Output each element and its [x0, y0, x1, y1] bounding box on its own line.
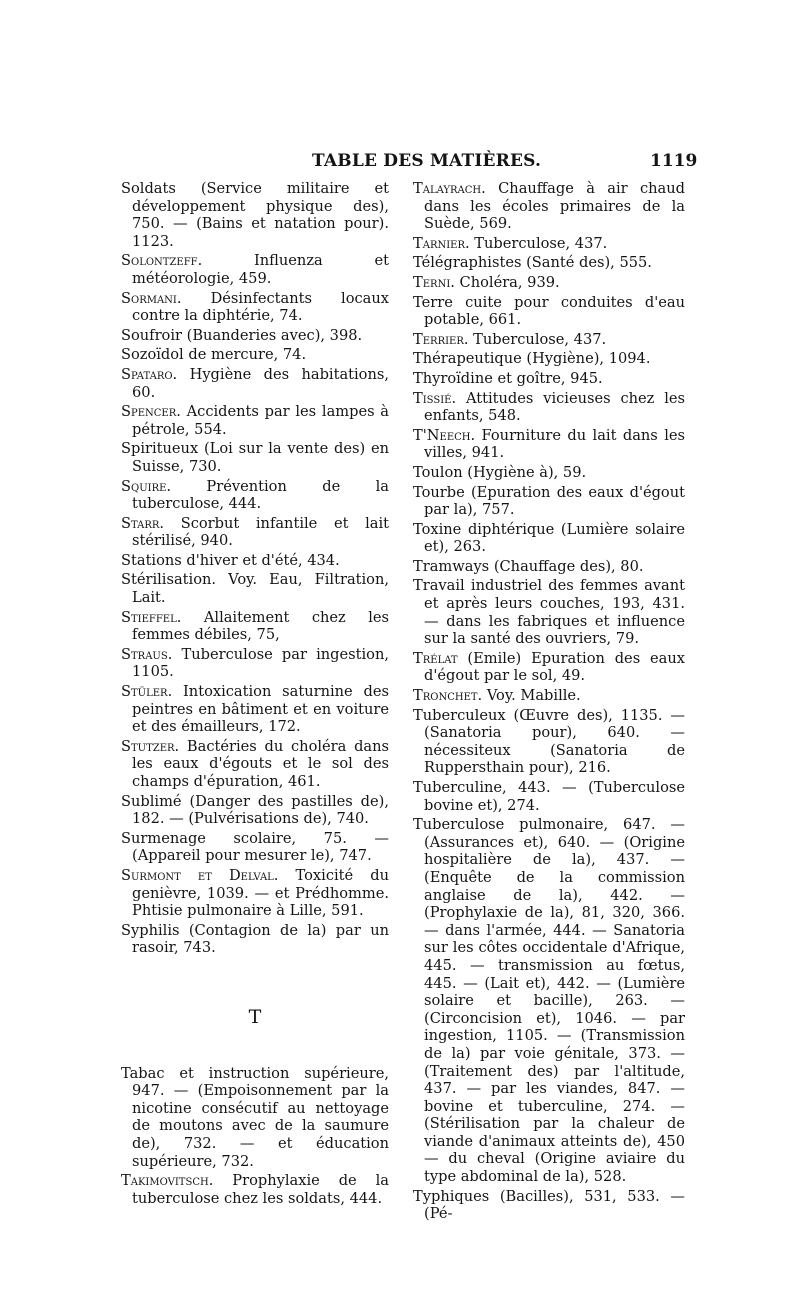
- entry-text: Stations d'hiver et d'été, 434.: [121, 551, 340, 569]
- index-entry: [121, 180, 389, 250]
- entry-text: Spiritueux (Loi sur la vente des) en Suisse, 730.: [121, 440, 389, 475]
- entry-text: Scorbut infantile et lait stérilisé, 940.: [132, 514, 389, 550]
- entry-text: (Emile) Epuration des eaux d'égout par le sol, 49.: [424, 649, 685, 685]
- entry-text: Toxine diphtérique (Lumière solaire et), 263.: [413, 520, 685, 556]
- entry-author: Stieffel.: [121, 608, 182, 626]
- entry-author: Tarnier.: [413, 234, 470, 252]
- entry-author: Terni.: [413, 273, 455, 291]
- index-entry: [121, 1172, 389, 1207]
- index-entry: [121, 440, 389, 475]
- entry-text: Toxicité du genièvre, 1039. — et Prédhomme. Phtisie pulmonaire à Lille, 591.: [132, 866, 389, 920]
- index-entry: [121, 867, 389, 920]
- index-entry: [121, 403, 389, 438]
- index-entry: [413, 294, 685, 329]
- index-entry: [413, 577, 685, 647]
- entry-text: Syphilis (Contagion de la) par un rasoir, 743.: [121, 921, 389, 957]
- index-entry: [413, 1188, 685, 1223]
- index-entry: [121, 327, 389, 345]
- entry-text: Tuberculeux (Œuvre des), 1135. — (Sanatoria pour), 640. — nécessiteux (Sanatoria de Ruppersthain pour), 216.: [413, 706, 685, 777]
- entry-text: Voy. Mabille.: [482, 687, 581, 705]
- entry-text: Influenza et météorologie, 459.: [132, 252, 389, 287]
- index-entry: [121, 609, 389, 644]
- entry-text: Toulon (Hygiène à), 59.: [413, 463, 587, 481]
- right-entries: [413, 180, 685, 1223]
- entry-text: Fourniture du lait dans les villes, 941.: [424, 426, 685, 462]
- entry-text: Stérilisation. Voy. Eau, Filtration, Lait.: [121, 571, 389, 607]
- index-entry: [121, 830, 389, 865]
- entry-author: Straus.: [121, 645, 173, 663]
- index-entry: [121, 366, 389, 401]
- entry-author: Starr.: [121, 514, 165, 532]
- entry-text: Prophylaxie de la tuberculose chez les soldats, 444.: [132, 1172, 389, 1207]
- left-column: [121, 180, 389, 1209]
- index-entry: [413, 521, 685, 556]
- index-entry: [121, 571, 389, 606]
- entry-author: Stutzer.: [121, 737, 180, 755]
- index-entry: [121, 346, 389, 364]
- index-entry: [413, 274, 685, 292]
- entry-text: Tabac et instruction supérieure, 947. — (Empoisonnement par la nicotine consécutif au nettoyage de moutons avec de la saumure de), 732. — et éducation supérieure, 732.: [121, 1064, 389, 1170]
- entry-text: Allaitement chez les femmes débiles, 75,: [132, 608, 389, 644]
- index-entry: [413, 427, 685, 462]
- index-entry: [413, 390, 685, 425]
- index-entry: [413, 558, 685, 576]
- entry-author: Terrier.: [413, 330, 469, 348]
- entry-author: Tronchet.: [413, 687, 483, 705]
- entry-text: Prévention de la tuberculose, 444.: [132, 477, 389, 513]
- index-entry: [413, 350, 685, 368]
- index-entry: [413, 816, 685, 1185]
- index-entry: [121, 738, 389, 791]
- index-entry: [121, 922, 389, 957]
- entry-text: Télégraphistes (Santé des), 555.: [413, 254, 652, 272]
- right-column: [413, 180, 685, 1225]
- index-entry: [413, 707, 685, 777]
- entry-text: Tuberculose, 437.: [468, 330, 607, 348]
- page-title: TABLE DES MATIÈRES.: [312, 151, 542, 171]
- entry-text: Désinfectants locaux contre la diphtérie, 74.: [132, 289, 389, 325]
- entry-text: Soufroir (Buanderies avec), 398.: [121, 326, 363, 344]
- index-entry: [413, 687, 685, 705]
- entry-text: Tramways (Chauffage des), 80.: [413, 557, 644, 575]
- entry-text: Chauffage à air chaud dans les écoles primaires de la Suède, 569.: [424, 180, 685, 233]
- entry-author: Tissié.: [413, 389, 457, 407]
- index-entry: [413, 370, 685, 388]
- entry-author: Stüler.: [121, 683, 173, 701]
- entry-text: Bactéries du choléra dans les eaux d'égouts et le sol des champs d'épuration, 461.: [132, 737, 389, 790]
- entry-author: Talayrach.: [413, 180, 486, 197]
- entry-text: Surmenage scolaire, 75. — (Appareil pour mesurer le), 747.: [121, 829, 389, 865]
- entry-text: Tuberculose pulmonaire, 647. — (Assurances et), 640. — (Origine hospitalière de la), 437. — (Enquête de la commission anglaise de la), 442. — (Prophylaxie de la), 81, 320, 366. — dans l'armée, 444. — Sanatoria sur les côtes occidentale d'Afrique, 445. — transmission au fœtus, 445. — (Lait et), 442. — (Lumière solaire et bacille), 263. — (Circoncision et), 1046. — par ingestion, 1105. — (Transmission de la) par voie génitale, 373. — (Traitement des) par l'altitude, 437. — par les viandes, 847. — bovine et tuberculine, 274. — (Stérilisation par la chaleur de viande d'animaux atteints de), 450 — du cheval (Origine aviaire du type abdominal de la), 528.: [413, 816, 685, 1186]
- entry-author: Trélat: [413, 649, 458, 667]
- entry-author: Takimovitsch.: [121, 1172, 214, 1190]
- entry-text: Terre cuite pour conduites d'eau potable, 661.: [413, 293, 685, 329]
- index-entry: [121, 515, 389, 550]
- left-entries-after: [121, 1065, 389, 1208]
- entry-text: Tourbe (Epuration des eaux d'égout par la), 757.: [413, 483, 685, 519]
- entry-text: Tuberculose, 437.: [469, 234, 608, 252]
- index-entry: [121, 1065, 389, 1171]
- entry-text: Thyroïdine et goître, 945.: [413, 369, 603, 387]
- entry-text: Choléra, 939.: [454, 273, 560, 291]
- entry-author: Solontzeff.: [121, 252, 203, 270]
- index-entry: [413, 779, 685, 814]
- entry-text: Soldats (Service militaire et développement physique des), 750. — (Bains et natation pour). 1123.: [121, 180, 389, 250]
- index-entry: [413, 464, 685, 482]
- index-entry: [121, 252, 389, 287]
- entry-author: Spencer.: [121, 403, 181, 421]
- entry-author: Spataro.: [121, 365, 178, 383]
- running-header: [0, 151, 800, 175]
- entry-author: Surmont et Delval.: [121, 866, 279, 884]
- entry-author: Squire.: [121, 477, 172, 495]
- entry-text: Accidents par les lampes à pétrole, 554.: [132, 403, 389, 438]
- entry-text: Attitudes vicieuses chez les enfants, 548.: [424, 389, 685, 425]
- index-entry: [413, 254, 685, 272]
- entry-text: Tuberculose par ingestion, 1105.: [132, 645, 389, 681]
- index-entry: [121, 552, 389, 570]
- entry-text: Sublimé (Danger des pastilles de), 182. — (Pulvérisations de), 740.: [121, 792, 389, 828]
- index-entry: [413, 650, 685, 685]
- page-number: 1119: [650, 151, 698, 171]
- entry-text: Hygiène des habitations, 60.: [132, 365, 389, 401]
- index-entry: [121, 478, 389, 513]
- entry-text: Typhiques (Bacilles), 531, 533. — (Pé-: [413, 1187, 685, 1223]
- left-entries-before: [121, 180, 389, 957]
- entry-text: Sozoïdol de mercure, 74.: [121, 346, 307, 364]
- index-entry: [121, 683, 389, 736]
- entry-text: Thérapeutique (Hygiène), 1094.: [413, 350, 651, 368]
- section-letter: T: [248, 1005, 262, 1028]
- index-entry: [413, 180, 685, 233]
- entry-text: Tuberculine, 443. — (Tuberculose bovine et), 274.: [413, 779, 685, 814]
- index-entry: [121, 290, 389, 325]
- index-entry: [413, 331, 685, 349]
- entry-text: Travail industriel des femmes avant et après leurs couches, 193, 431. — dans les fabriques et influence sur la santé des ouvriers, 79.: [413, 577, 685, 648]
- entry-text: Intoxication saturnine des peintres en bâtiment et en voiture et des émailleurs, 172.: [132, 683, 389, 736]
- entry-author: Sormani.: [121, 289, 182, 307]
- index-entry: [413, 484, 685, 519]
- index-entry: [121, 646, 389, 681]
- index-entry: [413, 235, 685, 253]
- index-entry: [121, 793, 389, 828]
- entry-author: T'Neech.: [413, 426, 476, 444]
